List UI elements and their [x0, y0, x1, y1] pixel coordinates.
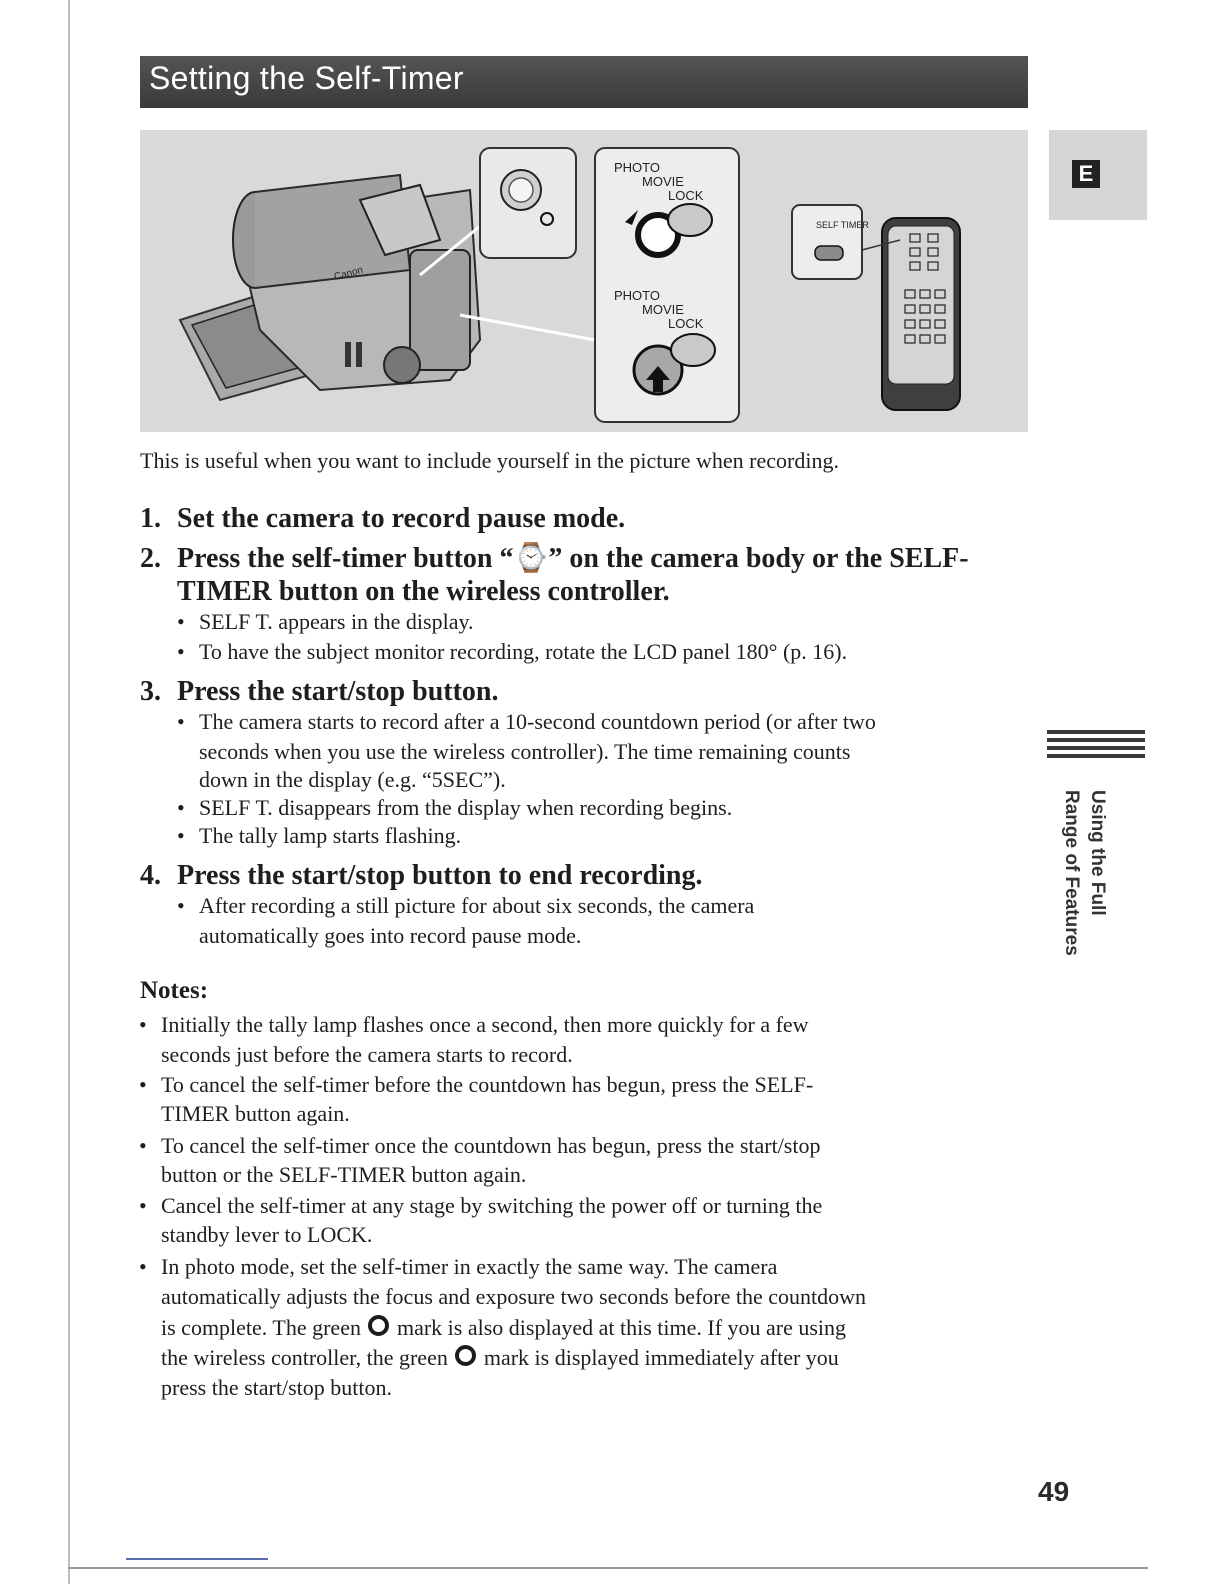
self-timer-button-callout: [480, 148, 576, 258]
section-tab: [1049, 130, 1147, 220]
step-3-bullet-1-cont: seconds when you use the wireless controller). The time remaining counts: [199, 739, 851, 764]
note-2-cont: TIMER button again.: [161, 1101, 350, 1126]
step-4-bullet-1-cont: automatically goes into record pause mode.: [199, 923, 582, 948]
svg-text:PHOTO: PHOTO: [614, 160, 660, 175]
step-2-bullet-2: • To have the subject monitor recording, rotate the LCD panel 180° (p. 16).: [177, 639, 848, 664]
bottom-rule: [68, 1567, 1148, 1569]
intro-text: This is useful when you want to include yourself in the picture when recording.: [140, 448, 839, 473]
note-1-cont: seconds just before the camera starts to record.: [161, 1042, 573, 1067]
svg-text:SELF TIMER: SELF TIMER: [816, 220, 869, 230]
svg-text:LOCK: LOCK: [668, 188, 704, 203]
note-5-line4: the wireless controller, the green mark is displayed immediately after you: [161, 1345, 839, 1370]
note-4-cont: standby lever to LOCK.: [161, 1222, 373, 1247]
section-letter: E: [1072, 160, 1100, 188]
step-3-bullet-1-cont2: down in the display (e.g. “5SEC”).: [199, 767, 506, 792]
side-label-line2: Range of Features: [1061, 790, 1082, 956]
note-3-cont: button or the SELF-TIMER button again.: [161, 1162, 527, 1187]
title-bar: [140, 56, 1028, 108]
bottom-accent-rule: [126, 1558, 268, 1560]
brand-label: Canon: [332, 264, 365, 283]
green-mark-icon: [368, 1315, 389, 1336]
side-index-label: [1040, 790, 1108, 980]
svg-text:MOVIE: MOVIE: [642, 174, 684, 189]
note-5-line5: press the start/stop button.: [161, 1375, 392, 1400]
note-4: • Cancel the self-timer at any stage by switching the power off or turning the: [139, 1193, 823, 1218]
note-5-line3: is complete. The green mark is also displayed at this time. If you are using: [161, 1315, 847, 1340]
step-3-bullet-2: • SELF T. disappears from the display when recording begins.: [177, 795, 733, 820]
side-label-line1: Using the Full: [1087, 790, 1108, 916]
green-mark-icon: [455, 1345, 476, 1366]
step-3-bullet-3: • The tally lamp starts flashing.: [177, 823, 462, 848]
page-title: Setting the Self-Timer: [149, 60, 464, 96]
svg-text:PHOTO: PHOTO: [614, 288, 660, 303]
step-3-bullet-1: • The camera starts to record after a 10-second countdown period (or after two: [177, 709, 876, 734]
svg-text:MOVIE: MOVIE: [642, 302, 684, 317]
step-2-bullet-1: • SELF T. appears in the display.: [177, 609, 474, 634]
left-margin-rule: [68, 0, 70, 1584]
side-index-lines: [1047, 730, 1145, 762]
step-4-bullet-1: • After recording a still picture for about six seconds, the camera: [177, 893, 755, 918]
note-5: • In photo mode, set the self-timer in exactly the same way. The camera: [139, 1254, 778, 1279]
note-5-line2: automatically adjusts the focus and exposure two seconds before the countdown: [161, 1284, 867, 1309]
note-3: • To cancel the self-timer once the countdown has begun, press the start/stop: [139, 1133, 821, 1158]
svg-text:LOCK: LOCK: [668, 316, 704, 331]
note-2: • To cancel the self-timer before the countdown has begun, press the SELF-: [139, 1072, 814, 1097]
notes-heading: Notes:: [140, 977, 209, 1004]
page-number: 49: [1038, 1476, 1070, 1507]
note-1: • Initially the tally lamp flashes once a second, then more quickly for a few: [139, 1012, 809, 1037]
power-switch-callout: [595, 148, 739, 422]
illustration: [140, 130, 1028, 432]
